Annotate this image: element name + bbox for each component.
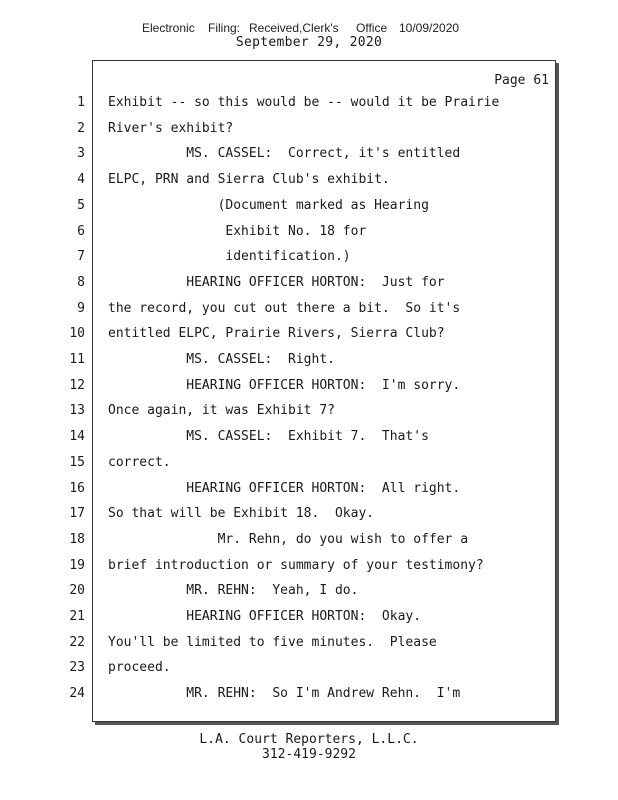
stamp-received-clerks: Received,Clerk's	[249, 21, 339, 35]
line-number: 9	[77, 301, 85, 316]
stamp-filing: Filing:	[208, 21, 241, 35]
line-number: 8	[77, 275, 85, 290]
footer	[0, 732, 618, 762]
line-number: 24	[69, 686, 85, 701]
line-text: So that will be Exhibit 18. Okay.	[108, 506, 375, 521]
line-text: correct.	[108, 455, 171, 470]
reporter-phone: 312-419-9292	[262, 747, 356, 762]
line-number: 10	[69, 326, 85, 341]
line-text: River's exhibit?	[108, 121, 234, 136]
line-text: Exhibit -- so this would be -- would it be Prairie	[108, 95, 500, 110]
line-text: MS. CASSEL: Correct, it's entitled	[108, 146, 461, 161]
line-text: (Document marked as Hearing	[108, 198, 429, 213]
line-number: 23	[69, 660, 85, 675]
stamp-date: 10/09/2020	[399, 21, 460, 35]
line-text: MR. REHN: So I'm Andrew Rehn. I'm	[108, 686, 461, 701]
line-number: 21	[69, 609, 85, 624]
line-number: 12	[69, 378, 85, 393]
line-number: 7	[77, 249, 85, 264]
reporter-company: L.A. Court Reporters, L.L.C.	[199, 732, 419, 747]
line-number: 20	[69, 583, 85, 598]
line-number: 14	[69, 429, 85, 444]
line-text: You'll be limited to five minutes. Please	[108, 635, 437, 650]
line-text: MS. CASSEL: Exhibit 7. That's	[108, 429, 429, 444]
line-number: 22	[69, 635, 85, 650]
line-text: proceed.	[108, 660, 171, 675]
line-number: 5	[77, 198, 85, 213]
line-text: HEARING OFFICER HORTON: I'm sorry.	[108, 378, 461, 393]
line-number: 17	[69, 506, 85, 521]
line-text: the record, you cut out there a bit. So it's	[108, 301, 461, 316]
stamp-electronic: Electronic	[142, 21, 195, 35]
line-text: Mr. Rehn, do you wish to offer a	[108, 532, 469, 547]
line-number: 6	[77, 224, 85, 239]
line-text: HEARING OFFICER HORTON: Okay.	[108, 609, 422, 624]
line-text: HEARING OFFICER HORTON: Just for	[108, 275, 445, 290]
line-number: 18	[69, 532, 85, 547]
line-number: 19	[69, 558, 85, 573]
line-text: brief introduction or summary of your testimony?	[108, 558, 484, 573]
line-number: 16	[69, 481, 85, 496]
line-number: 11	[69, 352, 85, 367]
line-text: MR. REHN: Yeah, I do.	[108, 583, 359, 598]
line-number: 1	[77, 95, 85, 110]
line-text: identification.)	[108, 249, 351, 264]
line-text: Once again, it was Exhibit 7?	[108, 403, 335, 418]
line-number: 13	[69, 403, 85, 418]
line-number: 3	[77, 146, 85, 161]
line-text: entitled ELPC, Prairie Rivers, Sierra Club?	[108, 326, 445, 341]
stamp-office: Office	[356, 21, 388, 35]
line-text: ELPC, PRN and Sierra Club's exhibit.	[108, 172, 390, 187]
line-number: 15	[69, 455, 85, 470]
line-number: 2	[77, 121, 85, 136]
line-text: MS. CASSEL: Right.	[108, 352, 335, 367]
transcript-date: September 29, 2020	[235, 35, 383, 50]
line-text: HEARING OFFICER HORTON: All right.	[108, 481, 461, 496]
line-text: Exhibit No. 18 for	[108, 224, 367, 239]
page-number: Page 61	[494, 73, 549, 88]
line-number: 4	[77, 172, 85, 187]
